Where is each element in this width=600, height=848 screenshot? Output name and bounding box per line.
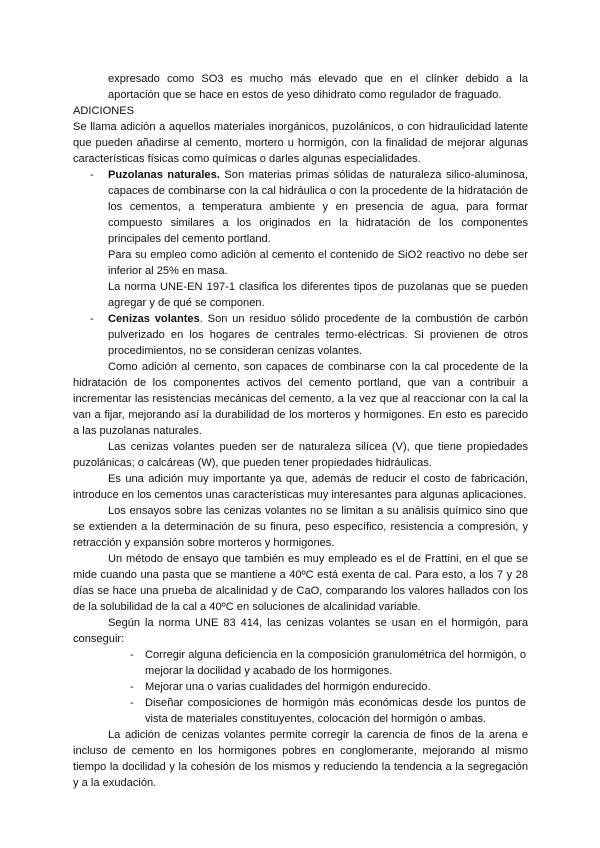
bullet-mark: - [130,681,134,693]
continuation-paragraph: expresado como SO3 es mucho más elevado que en el clínker debido a la aportación que se hace en estos de yeso dihidrato como regulador de fraguado. [108,73,528,101]
bullet-mark: - [90,169,94,181]
list-item [73,679,528,695]
puzolanas-paragraph [108,167,528,247]
list-item [73,647,528,679]
body-paragraph: Como adición al cemento, son capaces de combinarse con la cal procedente de la hidratación de los componentes activos del cemento portland, que van a contribuir a incrementar las resistencias mecánicas del cemento, a la vez que al reaccionar con la cal la van a fijar, mejorando así la durabilidad de los morteros y hormigones. En esto es parecido a las puzolanas naturales. [73,361,528,437]
list-item-text: Corregir alguna deficiencia en la composición granulométrica del hormigón, o mejorar la docilidad y acabado de los hormigones. [145,649,526,677]
document-page [73,71,528,791]
body-paragraph: Un método de ensayo que también es muy empleado es el de Frattini, en el que se mide cuando una pasta que se mantiene a 40ºC está exenta de cal. Para esto, a los 7 y 28 días se hace una prueba de alcalinidad y de CaO, comparando los valores hallados con los de la solubilidad de la cal a 40ºC en soluciones de alcalinidad variable. [73,553,528,613]
cenizas-paragraph [108,311,528,359]
body-paragraph: Es una adición muy importante ya que, además de reducir el costo de fabricación, introduce en los cementos unas características muy interesantes para algunas aplicaciones. [73,473,528,501]
bullet-mark: - [90,313,94,325]
list-item [73,695,528,727]
list-item-text: Diseñar composiciones de hormigón más económicas desde los puntos de vista de materiales constituyentes, colocación del hormigón o ambas. [145,697,526,725]
body-paragraph: Según la norma UNE 83 414, las cenizas volantes se usan en el hormigón, para conseguir: [73,617,528,645]
section-title: ADICIONES [73,105,135,117]
body-paragraph: Los ensayos sobre las cenizas volantes no se limitan a su análisis químico sino que se extienden a la determinación de su finura, peso específico, resistencia a compresión, y retracción y expansión sobre morteros y hormigones. [73,505,528,549]
bullet-mark: - [130,649,134,661]
uses-list [73,647,528,727]
intro-paragraph: Se llama adición a aquellos materiales inorgánicos, puzolánicos, o con hidraulicidad latente que pueden añadirse al cemento, mortero u hormigón, con la finalidad de mejorar algunas características físicas como químicas o darles algunas especialidades. [73,121,528,165]
bullet-puzolanas [73,167,528,311]
cenizas-term: Cenizas volantes [108,313,200,325]
list-item-text: Mejorar una o varias cualidades del hormigón endurecido. [145,681,431,693]
cenizas-text: . Son un residuo sólido procedente de la combustión de carbón pulverizado en los hogares de centrales termo-eléctricas. Si provienen de otros procedimientos, no se consideran cenizas volantes. [108,313,528,357]
puzolanas-text: Son materias primas sólidas de naturaleza silico-aluminosa, capaces de combinarse con la cal hidráulica o con la procedente de la hidratación de los cementos, a temperatura ambiente y en presencia de agua, para formar compuesto similares a los originados en la hidratación de los componentes principales del cemento portland. [108,169,528,245]
bullet-mark: - [130,697,134,709]
puzolanas-norma-paragraph: La norma UNE-EN 197-1 clasifica los diferentes tipos de puzolanas que se pueden agregar y de qué se componen. [108,281,528,309]
bullet-cenizas [73,311,528,359]
puzolanas-content-paragraph: Para su empleo como adición al cemento el contenido de SiO2 reactivo no debe ser inferior al 25% en masa. [108,249,528,277]
closing-paragraph: La adición de cenizas volantes permite corregir la carencia de finos de la arena e incluso de cemento en los hormigones pobres en conglomerante, mejorando al mismo tiempo la docilidad y la cohesión de los mismos y reduciendo la tendencia a la segregación y a la exudación. [73,729,528,789]
body-paragraph: Las cenizas volantes pueden ser de naturaleza silícea (V), que tiene propiedades puzolánicas; o calcáreas (W), que pueden tener propiedades hidráulicas. [73,441,528,469]
puzolanas-term: Puzolanas naturales. [108,169,220,181]
